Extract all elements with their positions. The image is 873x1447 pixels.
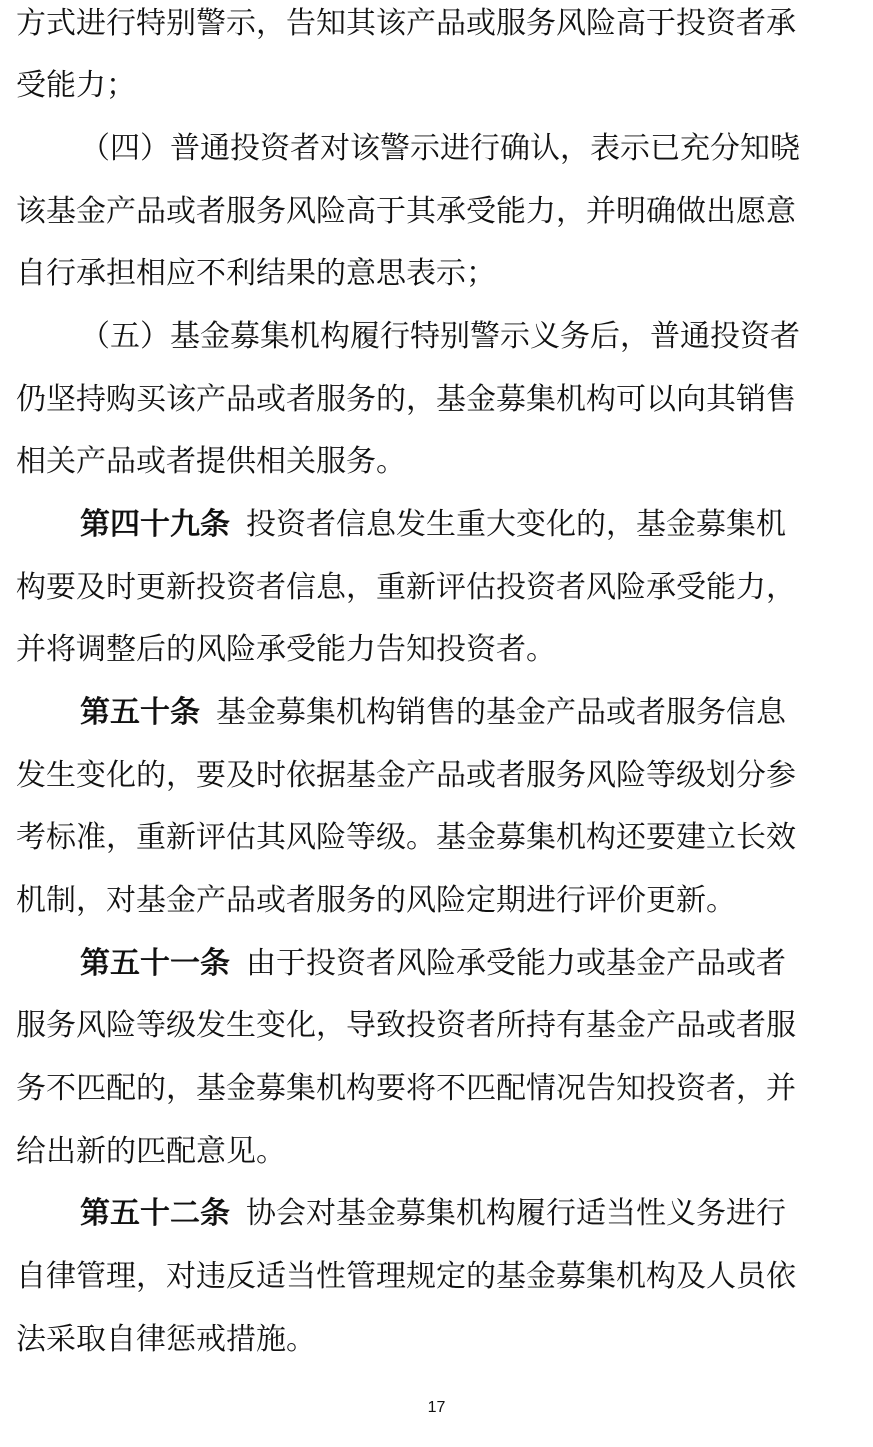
article-51-first-line	[80, 944, 857, 984]
article-49-first-line	[80, 505, 857, 545]
text-run: 由于投资者风险承受能力或基金产品或者	[246, 946, 786, 981]
text-line: 该基金产品或者服务风险高于其承受能力，并明确做出愿意	[16, 194, 796, 229]
text-line: 自行承担相应不利结果的意思表示；	[16, 256, 496, 291]
article-heading: 第四十九条	[80, 507, 230, 542]
text-line: 发生变化的，要及时依据基金产品或者服务风险等级划分参	[16, 758, 796, 793]
text-line: 务不匹配的，基金募集机构要将不匹配情况告知投资者，并	[16, 1071, 796, 1106]
text-line: 给出新的匹配意见。	[16, 1134, 286, 1169]
text-line: 相关产品或者提供相关服务。	[16, 444, 406, 479]
text-line: （四）普通投资者对该警示进行确认，表示已充分知晓	[80, 131, 800, 166]
article-heading: 第五十一条	[80, 946, 230, 981]
text-line: 方式进行特别警示，告知其该产品或服务风险高于投资者承	[16, 6, 796, 41]
article-heading: 第五十二条	[80, 1196, 230, 1231]
article-50-first-line	[80, 693, 857, 733]
text-line: 考标准，重新评估其风险等级。基金募集机构还要建立长效	[16, 820, 796, 855]
text-run: 协会对基金募集机构履行适当性义务进行	[246, 1196, 786, 1231]
text-line: 并将调整后的风险承受能力告知投资者。	[16, 632, 556, 667]
text-line: 构要及时更新投资者信息，重新评估投资者风险承受能力，	[16, 570, 796, 605]
text-line: 机制，对基金产品或者服务的风险定期进行评价更新。	[16, 883, 736, 918]
article-52-first-line	[80, 1194, 857, 1234]
text-run: 投资者信息发生重大变化的，基金募集机	[246, 507, 786, 542]
text-line: （五）基金募集机构履行特别警示义务后，普通投资者	[80, 319, 800, 354]
text-line: 法采取自律惩戒措施。	[16, 1322, 316, 1357]
text-run: 基金募集机构销售的基金产品或者服务信息	[216, 695, 786, 730]
article-heading: 第五十条	[80, 695, 200, 730]
page-number: 17	[427, 1399, 446, 1416]
text-line: 仍坚持购买该产品或者服务的，基金募集机构可以向其销售	[16, 382, 796, 417]
text-line: 服务风险等级发生变化，导致投资者所持有基金产品或者服	[16, 1008, 796, 1043]
text-line: 自律管理，对违反适当性管理规定的基金募集机构及人员依	[16, 1259, 796, 1294]
text-line: 受能力；	[16, 68, 136, 103]
